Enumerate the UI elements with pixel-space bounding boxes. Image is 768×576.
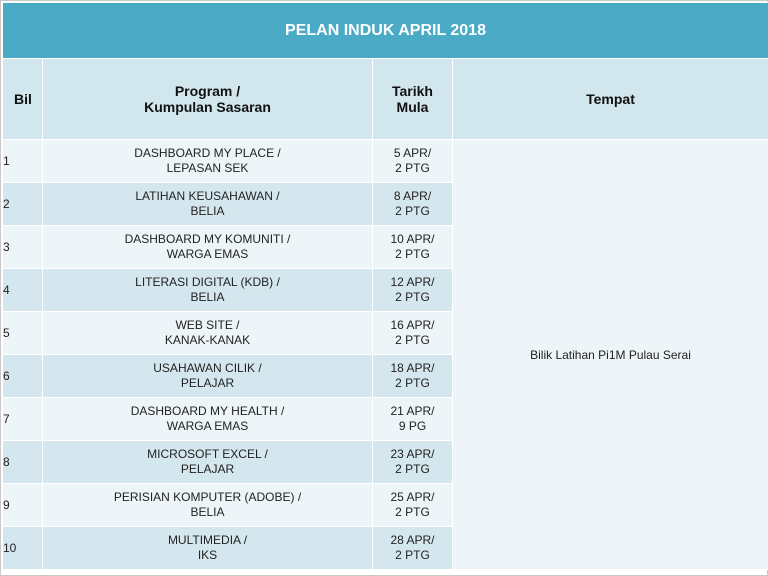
target-group: WARGA EMAS [166, 247, 249, 261]
target-group: WARGA EMAS [166, 419, 249, 433]
start-time: 9 PG [398, 419, 427, 433]
row-bil: 2 [3, 183, 43, 226]
row-program [43, 312, 373, 355]
start-date: 25 APR/ [390, 490, 435, 504]
row-program [43, 441, 373, 484]
row-bil: 8 [3, 441, 43, 484]
row-bil: 4 [3, 269, 43, 312]
title-row [3, 3, 768, 59]
start-time: 2 PTG [395, 290, 430, 304]
header-program-line1: Program / [174, 83, 241, 99]
row-tarikh [373, 269, 453, 312]
row-tarikh [373, 140, 453, 183]
row-program [43, 484, 373, 527]
start-date: 5 APR/ [393, 146, 432, 160]
start-date: 8 APR/ [393, 189, 432, 203]
row-tarikh [373, 441, 453, 484]
target-group: BELIA [190, 290, 225, 304]
program-name: DASHBOARD MY HEALTH / [130, 404, 285, 418]
row-program [43, 183, 373, 226]
target-group: KANAK-KANAK [164, 333, 251, 347]
row-bil: 7 [3, 398, 43, 441]
row-bil: 10 [3, 527, 43, 570]
row-tarikh [373, 484, 453, 527]
venue-cell: Bilik Latihan Pi1M Pulau Serai [453, 140, 768, 570]
start-date: 10 APR/ [390, 232, 435, 246]
row-tarikh [373, 183, 453, 226]
start-time: 2 PTG [395, 505, 430, 519]
target-group: PELAJAR [180, 462, 235, 476]
row-bil: 9 [3, 484, 43, 527]
start-date: 28 APR/ [390, 533, 435, 547]
header-program-line2: Kumpulan Sasaran [144, 99, 271, 115]
header-tarikh [373, 59, 453, 140]
row-tarikh [373, 312, 453, 355]
row-bil: 3 [3, 226, 43, 269]
row-bil: 6 [3, 355, 43, 398]
row-program [43, 269, 373, 312]
row-tarikh [373, 398, 453, 441]
start-time: 2 PTG [395, 548, 430, 562]
header-program [43, 59, 373, 140]
row-program [43, 398, 373, 441]
start-date: 21 APR/ [390, 404, 435, 418]
target-group: IKS [197, 548, 218, 562]
row-program [43, 226, 373, 269]
row-tarikh [373, 355, 453, 398]
program-name: MULTIMEDIA / [167, 533, 248, 547]
header-bil: Bil [3, 59, 43, 140]
plan-table [2, 2, 768, 570]
row-program [43, 140, 373, 183]
program-name: USAHAWAN CILIK / [153, 361, 262, 375]
row-bil: 5 [3, 312, 43, 355]
target-group: LEPASAN SEK [166, 161, 249, 175]
row-program [43, 527, 373, 570]
program-name: WEB SITE / [175, 318, 240, 332]
program-name: LITERASI DIGITAL (KDB) / [135, 275, 280, 289]
program-name: MICROSOFT EXCEL / [147, 447, 268, 461]
start-time: 2 PTG [395, 247, 430, 261]
row-tarikh [373, 226, 453, 269]
start-time: 2 PTG [395, 161, 430, 175]
header-row [3, 59, 768, 140]
program-name: DASHBOARD MY KOMUNITI / [124, 232, 291, 246]
row-tarikh [373, 527, 453, 570]
start-date: 23 APR/ [390, 447, 435, 461]
start-time: 2 PTG [395, 376, 430, 390]
table-title: PELAN INDUK APRIL 2018 [3, 3, 768, 59]
program-name: DASHBOARD MY PLACE / [134, 146, 281, 160]
row-program [43, 355, 373, 398]
start-time: 2 PTG [395, 462, 430, 476]
row-bil: 1 [3, 140, 43, 183]
start-time: 2 PTG [395, 204, 430, 218]
program-name: PERISIAN KOMPUTER (ADOBE) / [113, 490, 302, 504]
start-date: 18 APR/ [390, 361, 435, 375]
header-tarikh-line2: Mula [396, 99, 429, 115]
header-tarikh-line1: Tarikh [392, 83, 433, 99]
start-time: 2 PTG [395, 333, 430, 347]
program-name: LATIHAN KEUSAHAWAN / [135, 189, 280, 203]
start-date: 16 APR/ [390, 318, 435, 332]
start-date: 12 APR/ [390, 275, 435, 289]
target-group: PELAJAR [180, 376, 235, 390]
header-tempat: Tempat [453, 59, 768, 140]
target-group: BELIA [190, 505, 225, 519]
table-row [3, 140, 768, 183]
target-group: BELIA [190, 204, 225, 218]
